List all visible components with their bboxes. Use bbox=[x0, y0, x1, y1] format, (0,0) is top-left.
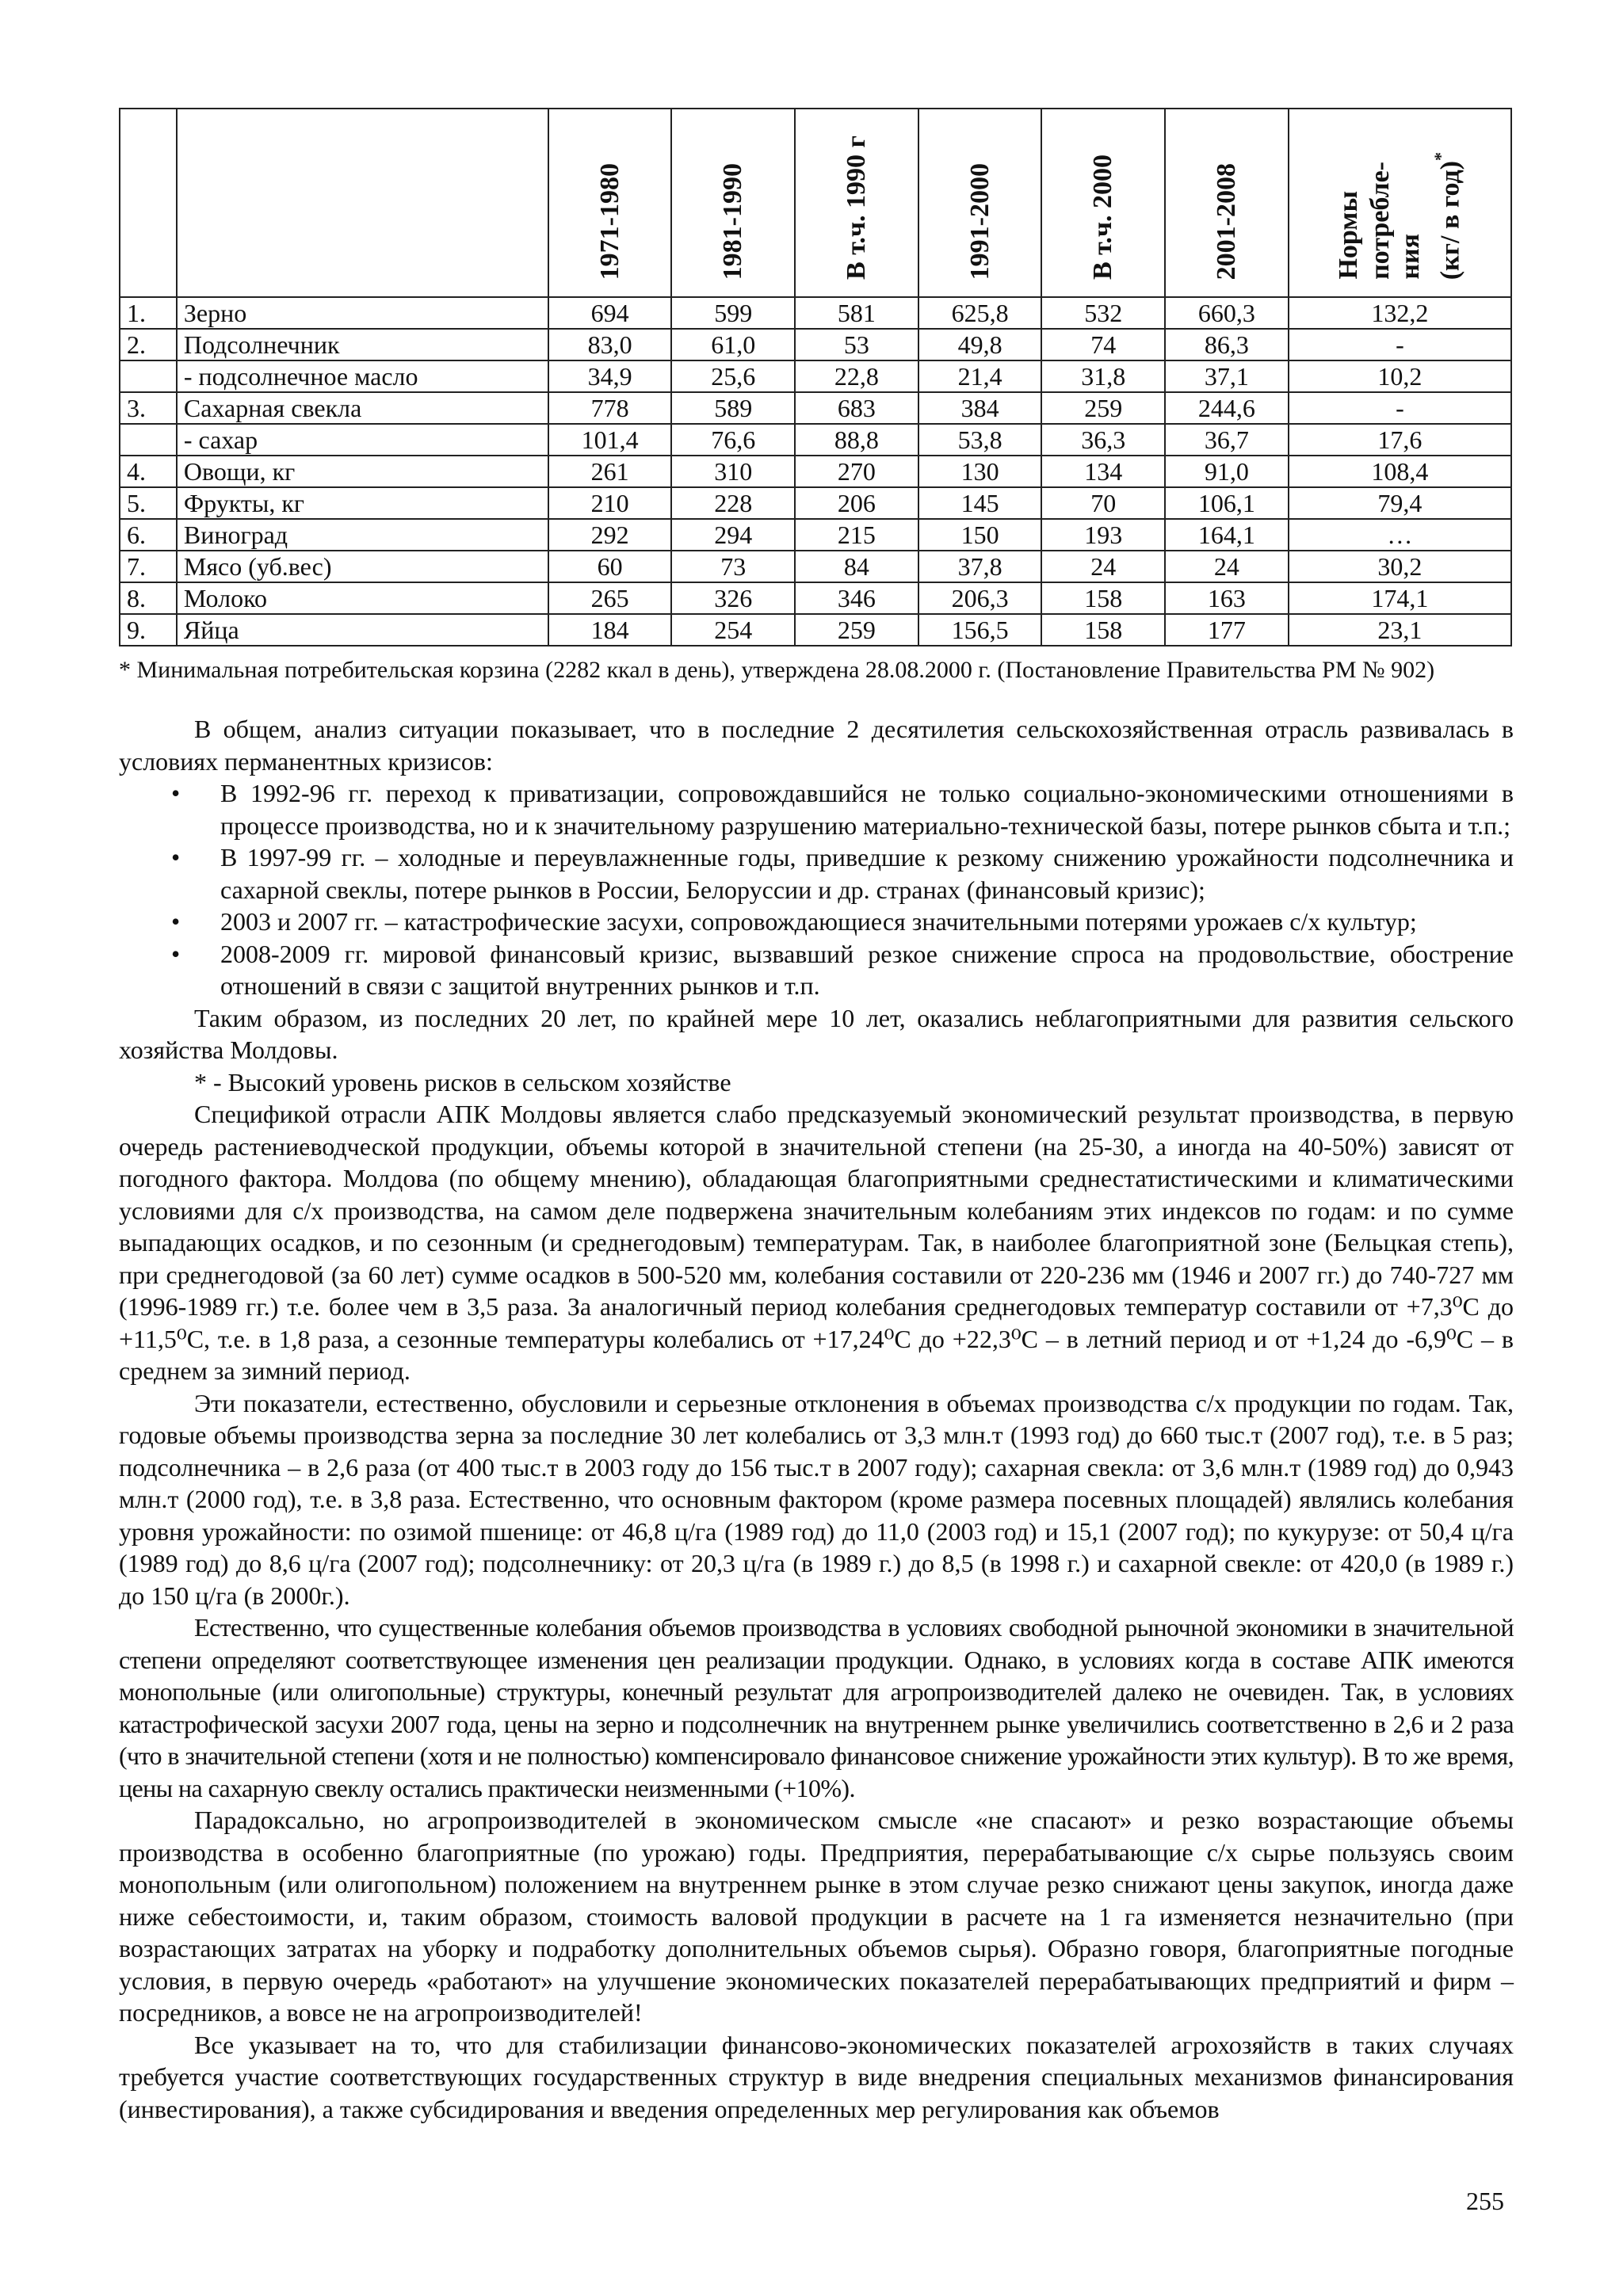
row-product-name: Фрукты, кг bbox=[177, 487, 548, 519]
table-cell: 24 bbox=[1041, 551, 1165, 582]
table-cell: 210 bbox=[548, 487, 672, 519]
row-product-name: - сахар bbox=[177, 424, 548, 456]
row-index: 3. bbox=[120, 392, 177, 424]
paragraph-specifics: Спецификой отрасли АПК Молдовы является слабо предсказуемый экономический результат производства, в первую очередь растениеводческой продукции, объемы которой в значительной степени (на 25-30, а иногда на 40-50%) зависят от погодного фактора. Молдова (по общему мнению), обладающая благоприятными среднестатистическими и климатическими условиями для с/х производства, на самом деле подвержена значительным колебаниям этих индексов по годам: и по сумме выпадающих осадков, и по сезонным (и среднегодовым) температурам. Так, в наиболее благоприятной зоне (Бельцкая степь), при среднегодовой (за 60 лет) сумме осадков в 500-520 мм, колебания составили от 220-236 мм (1946 и 2007 гг.) до 740-727 мм (1996-1989 гг.) т.е. более чем в 3,5 раза. За аналогичный период колебания среднегодовых температур составили от +7,3⁰С до +11,5⁰С, т.е. в 1,8 раза, а сезонные температуры колебались от +17,24⁰С до +22,3⁰С – в летний период и от +1,24 до -6,9⁰С – в среднем за зимний период. bbox=[119, 1100, 1514, 1385]
crisis-list bbox=[119, 777, 1514, 1002]
table-cell: 158 bbox=[1041, 582, 1165, 614]
table-cell: 49,8 bbox=[918, 329, 1042, 360]
table-cell: 206,3 bbox=[918, 582, 1042, 614]
table-cell: 346 bbox=[795, 582, 918, 614]
paragraph-regulation: Все указывает на то, что для стабилизации финансово-экономических показателей агрохозяйств в таких случаях требуется участие соответствующих государственных структур в виде внедрения специальных механизмов финансирования (инвестирования), а также субсидирования и введения определенных мер регулирования как объемов bbox=[119, 2030, 1514, 2123]
table-row bbox=[120, 582, 1511, 614]
table-row bbox=[120, 392, 1511, 424]
row-index: 1. bbox=[120, 297, 177, 329]
table-cell: 259 bbox=[1041, 392, 1165, 424]
table-cell: 36,7 bbox=[1165, 424, 1289, 456]
row-index bbox=[120, 360, 177, 392]
table-cell: 53,8 bbox=[918, 424, 1042, 456]
table-row bbox=[120, 424, 1511, 456]
table-header-row bbox=[120, 109, 1511, 297]
table-cell: 310 bbox=[671, 456, 795, 487]
paragraph-prices: Естественно, что существенные колебания объемов производства в условиях свободной рыночной экономики в значительной степени определяют соответствующее изменения цен реализации продукции. Однако, в условиях когда в составе АПК имеются монопольные (или олигопольные) структуры, конечный результат для агропроизводителей далеко не очевиден. Так, в условиях катастрофической засухи 2007 года, цены на зерно и подсолнечник на внутреннем рынке увеличились соответственно в 2,6 и 2 раза (что в значительной степени (хотя и не полностью) компенсировало финансовое снижение урожайности этих культур). В то же время, цены на сахарную свеклу остались практически неизменными (+10%). bbox=[119, 1613, 1514, 1802]
table-cell: 21,4 bbox=[918, 360, 1042, 392]
header-idx bbox=[120, 109, 177, 297]
table-cell: 22,8 bbox=[795, 360, 918, 392]
table-cell: 326 bbox=[671, 582, 795, 614]
header-col-1991-2000: 1991-2000 bbox=[918, 109, 1042, 297]
table-cell: 599 bbox=[671, 297, 795, 329]
table-cell: 108,4 bbox=[1289, 456, 1511, 487]
table-row bbox=[120, 519, 1511, 551]
table-cell: 270 bbox=[795, 456, 918, 487]
row-index: 8. bbox=[120, 582, 177, 614]
table-cell: 156,5 bbox=[918, 614, 1042, 646]
table-cell: 150 bbox=[918, 519, 1042, 551]
table-cell: 174,1 bbox=[1289, 582, 1511, 614]
header-col-norms: Нормыпотребле-ния (кг/ в год)* bbox=[1289, 109, 1511, 297]
table-cell: 261 bbox=[548, 456, 672, 487]
table-cell: 101,4 bbox=[548, 424, 672, 456]
header-name bbox=[177, 109, 548, 297]
table-cell: 17,6 bbox=[1289, 424, 1511, 456]
list-item: • 2008-2009 гг. мировой финансовый кризис, вызвавший резкое снижение спроса на продовольствие, обострение отношений в связи с защитой внутренних рынков и т.п. bbox=[171, 939, 1514, 1000]
paragraph-paradox: Парадоксально, но агропроизводителей в экономическом смысле «не спасают» и резко возрастающие объемы производства в особенно благоприятные (по урожаю) годы. Предприятия, перерабатывающие с/х сырье пользуясь своим монопольным (или олигопольном) положением на внутреннем рынке в этом случае резко снижают цены закупок, иногда даже ниже себестоимости, и, таким образом, стоимость валовой продукции в расчете на 1 га изменяется незначительно (при возрастающих затратах на уборку и подработку дополнительных объемов сырья). Образно говоря, благоприятные погодные условия, в первую очередь «работают» на улучшение экономических показателей перерабатывающих предприятий и фирм – посредников, а вовсе не на агропроизводителей! bbox=[119, 1806, 1514, 2027]
table-cell: 683 bbox=[795, 392, 918, 424]
header-col-1981-1990: 1981-1990 bbox=[671, 109, 795, 297]
table-cell: 10,2 bbox=[1289, 360, 1511, 392]
table-cell: 177 bbox=[1165, 614, 1289, 646]
table-cell: 228 bbox=[671, 487, 795, 519]
table-cell: 23,1 bbox=[1289, 614, 1511, 646]
table-cell: 206 bbox=[795, 487, 918, 519]
table-cell: 31,8 bbox=[1041, 360, 1165, 392]
table-row bbox=[120, 329, 1511, 360]
table-cell: 134 bbox=[1041, 456, 1165, 487]
table-cell: 79,4 bbox=[1289, 487, 1511, 519]
header-col-1990: В т.ч. 1990 г bbox=[795, 109, 918, 297]
table-cell: 76,6 bbox=[671, 424, 795, 456]
table-cell: 74 bbox=[1041, 329, 1165, 360]
table-cell: 254 bbox=[671, 614, 795, 646]
table-cell: 244,6 bbox=[1165, 392, 1289, 424]
row-index: 4. bbox=[120, 456, 177, 487]
table-cell: 91,0 bbox=[1165, 456, 1289, 487]
table-footnote: * Минимальная потребительская корзина (2282 ккал в день), утверждена 28.08.2000 г. (Постановление Правительства РМ № 902) bbox=[119, 657, 1435, 683]
table-cell: 660,3 bbox=[1165, 297, 1289, 329]
table-cell: 215 bbox=[795, 519, 918, 551]
table-row bbox=[120, 456, 1511, 487]
table-body bbox=[120, 297, 1511, 646]
table-cell: 73 bbox=[671, 551, 795, 582]
body-text bbox=[119, 713, 1514, 2125]
row-product-name: Зерно bbox=[177, 297, 548, 329]
table-cell: 61,0 bbox=[671, 329, 795, 360]
table-cell: 88,8 bbox=[795, 424, 918, 456]
row-product-name: Овощи, кг bbox=[177, 456, 548, 487]
table-cell: 60 bbox=[548, 551, 672, 582]
table-cell: 86,3 bbox=[1165, 329, 1289, 360]
table-cell: 581 bbox=[795, 297, 918, 329]
row-product-name: Виноград bbox=[177, 519, 548, 551]
table-cell: 164,1 bbox=[1165, 519, 1289, 551]
table-cell: 158 bbox=[1041, 614, 1165, 646]
table-cell: 36,3 bbox=[1041, 424, 1165, 456]
table-cell: 37,8 bbox=[918, 551, 1042, 582]
table-cell: 532 bbox=[1041, 297, 1165, 329]
row-product-name: - подсолнечное масло bbox=[177, 360, 548, 392]
table-cell: 589 bbox=[671, 392, 795, 424]
row-product-name: Подсолнечник bbox=[177, 329, 548, 360]
table-row bbox=[120, 487, 1511, 519]
table-cell: 130 bbox=[918, 456, 1042, 487]
list-item: • В 1997-99 гг. – холодные и переувлажненные годы, приведшие к резкому снижению урожайности подсолнечника и сахарной свеклы, потере рынков в России, Белоруссии и др. странах (финансовый кризис); bbox=[171, 843, 1514, 904]
paragraph-indicators: Эти показатели, естественно, обусловили и серьезные отклонения в объемах производства с/х продукции по годам. Так, годовые объемы производства зерна за последние 30 лет колебались от 3,3 млн.т (1993 год) до 660 тыс.т (2007 год), т.е. в 5 раз; подсолнечника – в 2,6 раза (от 400 тыс.т в 2003 году до 156 тыс.т в 2007 году); сахарная свекла: от 3,6 млн.т (1989 год) до 0,943 млн.т (2000 год), т.е. в 3,8 раза. Естественно, что основным фактором (кроме размера посевных площадей) являлись колебания уровня урожайности: по озимой пшенице: от 46,8 ц/га (1989 год) до 11,0 (2003 год) и 15,1 (2007 год); по кукурузе: от 50,4 ц/га (1989 год) до 8,6 ц/га (2007 год); подсолнечнику: от 20,3 ц/га (в 1989 г.) до 8,5 (в 1998 г.) и сахарной свекле: от 420,0 (в 1989 г.) до 150 ц/га (в 2000г.). bbox=[119, 1388, 1514, 1610]
table-row bbox=[120, 297, 1511, 329]
table-cell: 259 bbox=[795, 614, 918, 646]
table-cell: 694 bbox=[548, 297, 672, 329]
table-row bbox=[120, 614, 1511, 646]
table-cell: 163 bbox=[1165, 582, 1289, 614]
header-col-2001-2008: 2001-2008 bbox=[1165, 109, 1289, 297]
table-cell: 34,9 bbox=[548, 360, 672, 392]
row-product-name: Сахарная свекла bbox=[177, 392, 548, 424]
row-index: 7. bbox=[120, 551, 177, 582]
table-cell: 193 bbox=[1041, 519, 1165, 551]
row-index: 6. bbox=[120, 519, 177, 551]
table-cell: 53 bbox=[795, 329, 918, 360]
table-cell: 84 bbox=[795, 551, 918, 582]
page-number: 255 bbox=[1466, 2187, 1504, 2215]
table-cell: 778 bbox=[548, 392, 672, 424]
paragraph-intro: В общем, анализ ситуации показывает, что в последние 2 десятилетия сельскохозяйственная отрасль развивалась в условиях перманентных кризисов: bbox=[119, 715, 1514, 776]
table-cell: 625,8 bbox=[918, 297, 1042, 329]
section-heading: * - Высокий уровень рисков в сельском хозяйстве bbox=[194, 1067, 731, 1097]
row-product-name: Яйца bbox=[177, 614, 548, 646]
paragraph-conclusion: Таким образом, из последних 20 лет, по крайней мере 10 лет, оказались неблагоприятными для развития сельского хозяйства Молдовы. bbox=[119, 1003, 1514, 1064]
table-row bbox=[120, 551, 1511, 582]
row-index: 9. bbox=[120, 614, 177, 646]
table-cell: 83,0 bbox=[548, 329, 672, 360]
list-item: • В 1992-96 гг. переход к приватизации, сопровождавшийся не только социально-экономическими отношениями в процессе производства, но и к значительному разрушению материально-технической базы, потере рынков сбыта и т.п.; bbox=[171, 779, 1514, 840]
table-cell: 294 bbox=[671, 519, 795, 551]
list-item: • 2003 и 2007 гг. – катастрофические засухи, сопровождающиеся значительными потерями урожаев с/х культур; bbox=[171, 907, 1417, 936]
table-cell: 24 bbox=[1165, 551, 1289, 582]
table-cell: 132,2 bbox=[1289, 297, 1511, 329]
table-cell: - bbox=[1289, 329, 1511, 360]
table-cell: 265 bbox=[548, 582, 672, 614]
row-product-name: Молоко bbox=[177, 582, 548, 614]
header-col-1971-1980: 1971-1980 bbox=[548, 109, 672, 297]
table-row bbox=[120, 360, 1511, 392]
table-cell: 184 bbox=[548, 614, 672, 646]
table-cell: 37,1 bbox=[1165, 360, 1289, 392]
table-cell: 292 bbox=[548, 519, 672, 551]
table-cell: … bbox=[1289, 519, 1511, 551]
table-cell: 384 bbox=[918, 392, 1042, 424]
row-index: 5. bbox=[120, 487, 177, 519]
table-cell: 25,6 bbox=[671, 360, 795, 392]
table-cell: 30,2 bbox=[1289, 551, 1511, 582]
row-index: 2. bbox=[120, 329, 177, 360]
row-index bbox=[120, 424, 177, 456]
table-cell: 145 bbox=[918, 487, 1042, 519]
table-cell: 70 bbox=[1041, 487, 1165, 519]
table-cell: - bbox=[1289, 392, 1511, 424]
production-table bbox=[119, 108, 1512, 646]
table-cell: 106,1 bbox=[1165, 487, 1289, 519]
header-col-2000: В т.ч. 2000 bbox=[1041, 109, 1165, 297]
row-product-name: Мясо (уб.вес) bbox=[177, 551, 548, 582]
